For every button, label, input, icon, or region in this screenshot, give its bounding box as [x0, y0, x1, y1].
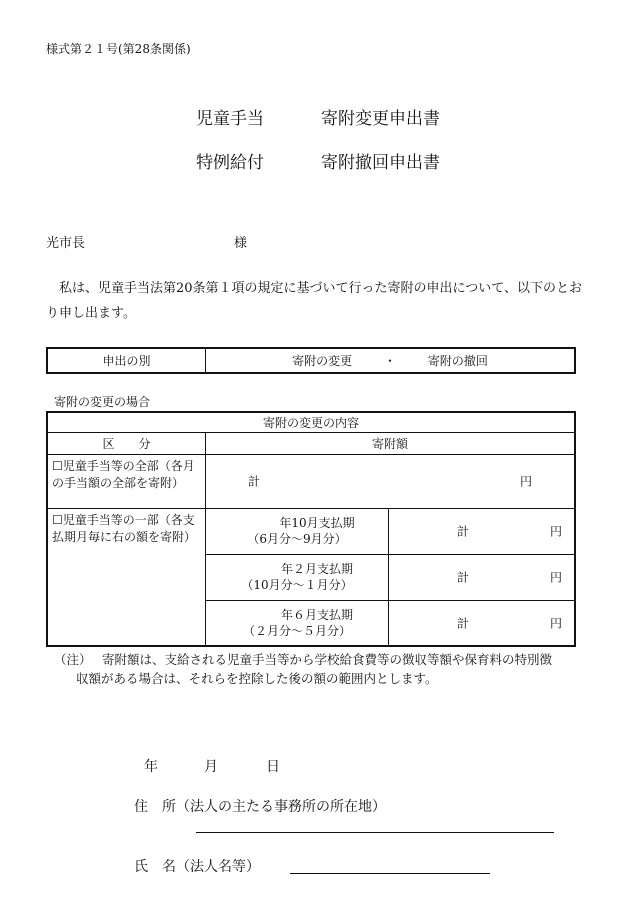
- period-jun: [206, 600, 389, 646]
- date-day: 日: [266, 759, 280, 775]
- body-text: 私は、児童手当法第20条第１項の規定に基づいて行った寄附の申出について、以下のとおり申し出ます。: [46, 281, 583, 321]
- period-feb-range: （10月分～１月分）: [241, 578, 353, 592]
- period-feb: [206, 554, 389, 600]
- row-all-label[interactable]: ☐児童手当等の全部（各月の手当額の全部を寄附）: [47, 454, 206, 508]
- request-type-table: [46, 347, 576, 374]
- address-label: 住 所（法人の主たる事務所の所在地）: [134, 799, 386, 815]
- option-separator: ・: [383, 354, 396, 368]
- title-withdraw-request: 寄附撤回申出書: [321, 153, 440, 173]
- note: [54, 650, 584, 688]
- request-type-label: 申出の別: [47, 348, 206, 373]
- period-oct-range: （6月分～9月分）: [247, 532, 347, 546]
- yen-label: 円: [549, 524, 562, 539]
- row-all-amount[interactable]: [206, 454, 576, 508]
- total-label: 計: [457, 616, 470, 631]
- name-label: 氏 名（法人名等）: [134, 859, 260, 875]
- request-type-options: [206, 348, 576, 373]
- period-oct: [206, 508, 389, 554]
- note-line-1: 寄附額は、支給される児童手当等から学校給食費等の徴収等額や保育料の特別徴: [102, 652, 553, 667]
- total-label: 計: [457, 570, 470, 585]
- note-line-2: 収額がある場合は、それらを控除した後の額の範囲内とします。: [76, 671, 438, 686]
- row-part-label[interactable]: ☐児童手当等の一部（各支払期月毎に右の額を寄附）: [47, 508, 206, 646]
- period-jun-title: 年６月支払期: [280, 607, 353, 622]
- period-feb-amount[interactable]: [389, 554, 576, 600]
- title-change-request: 寄附変更申出書: [321, 109, 440, 129]
- yen-label: 円: [549, 616, 562, 631]
- form-number: 様式第２１号(第28条関係): [46, 42, 191, 56]
- date-year: 年: [144, 759, 158, 775]
- addressee: 光市長: [46, 236, 86, 251]
- col-category: 区 分: [47, 432, 206, 454]
- yen-label: 円: [519, 474, 532, 489]
- name-line[interactable]: [290, 873, 490, 874]
- change-case-label: 寄附の変更の場合: [54, 395, 151, 409]
- table-header: 寄附の変更の内容: [47, 412, 575, 432]
- period-oct-title: 年10月支払期: [279, 516, 355, 530]
- period-feb-title: 年２月支払期: [280, 562, 353, 576]
- date-month: 月: [204, 759, 218, 775]
- total-label: 計: [248, 474, 261, 489]
- donation-change-table: [46, 411, 576, 647]
- option-withdraw[interactable]: 寄附の撤回: [427, 354, 488, 368]
- total-label: 計: [457, 524, 470, 539]
- col-amount: 寄附額: [206, 432, 576, 454]
- period-oct-amount[interactable]: [389, 508, 576, 554]
- period-jun-amount[interactable]: [389, 600, 576, 646]
- period-jun-range: （２月分～５月分）: [242, 623, 351, 638]
- note-tag: （注）: [54, 652, 92, 667]
- yen-label: 円: [549, 570, 562, 585]
- address-line[interactable]: [196, 832, 554, 833]
- title-special-benefit: 特例給付: [196, 153, 264, 173]
- honorific: 様: [234, 236, 248, 251]
- option-change[interactable]: 寄附の変更: [292, 354, 353, 368]
- title-child-allowance: 児童手当: [196, 109, 264, 129]
